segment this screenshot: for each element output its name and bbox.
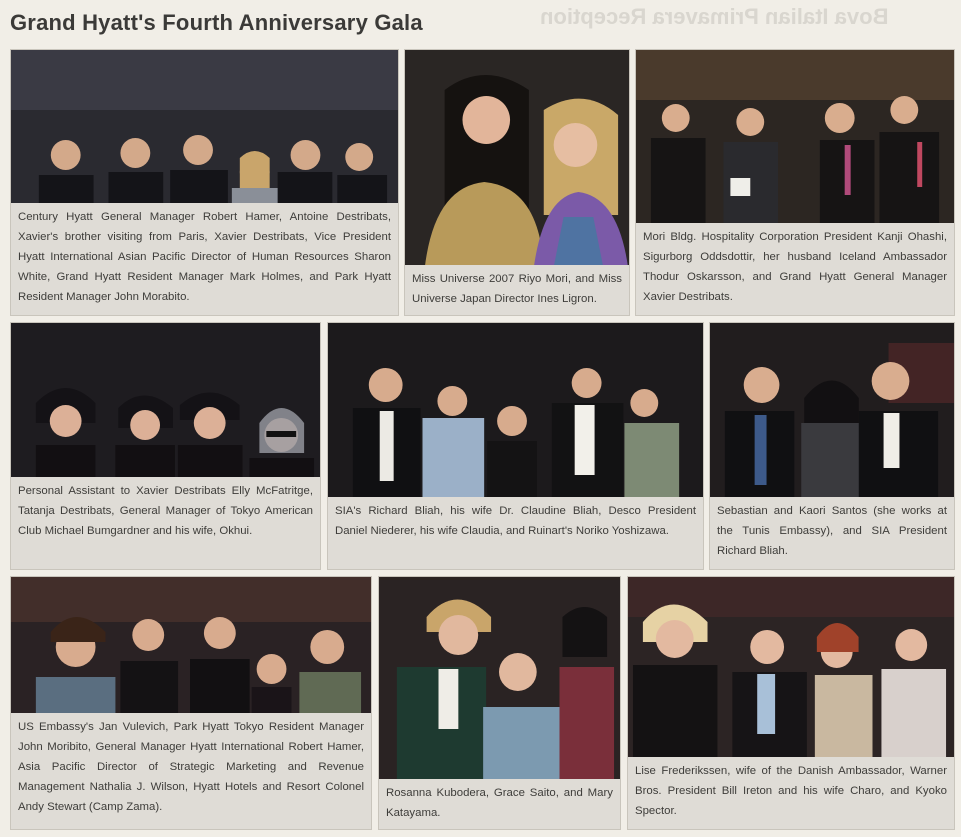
photo-6: [710, 323, 954, 499]
photo-panel-7: [10, 576, 372, 830]
photo-9: [628, 577, 954, 759]
caption-4: Personal Assistant to Xavier Destribats Elly McFatritge, Tatanja Destribats, General Manager of Tokyo American Club Michael Bumgardner and his wife, Okhui.: [11, 477, 320, 569]
photo-panel-4: [10, 322, 321, 570]
caption-6: Sebastian and Kaori Santos (she works at the Tunis Embassy), and SIA President Richard Bliah.: [710, 497, 954, 569]
caption-2: Miss Universe 2007 Riyo Mori, and Miss Universe Japan Director Ines Ligron.: [405, 265, 629, 315]
caption-8: Rosanna Kubodera, Grace Saito, and Mary Katayama.: [379, 779, 620, 829]
page-title: Grand Hyatt's Fourth Anniversary Gala: [10, 10, 423, 35]
caption-1: Century Hyatt General Manager Robert Hamer, Antoine Destribats, Xavier's brother visiting from Paris, Xavier Destribats, Vice President Hyatt International Asian Pacific Director of Human Resources Sharon White, Grand Hyatt Resident Manager Mark Holmes, and Park Hyatt Resident Manager John Morabito.: [11, 203, 398, 315]
photo-panel-5: [327, 322, 704, 570]
photo-7: [11, 577, 371, 715]
photo-5: [328, 323, 703, 499]
photo-panel-1: [10, 49, 399, 316]
caption-9: Lise Frederikssen, wife of the Danish Ambassador, Warner Bros. President Bill Ireton and his wife Charo, and Kyoko Spector.: [628, 757, 954, 829]
photo-panel-3: [635, 49, 955, 316]
photo-panel-6: [709, 322, 955, 570]
caption-3: Mori Bldg. Hospitality Corporation President Kanji Ohashi, Sigurborg Oddsdottir, her husband Iceland Ambassador Thodur Oskarsson, and Grand Hyatt General Manager Xavier Destribats.: [636, 223, 954, 315]
caption-7: US Embassy's Jan Vulevich, Park Hyatt Tokyo Resident Manager John Moribito, General Manager Hyatt International Robert Hamer, Asia Pacific Director of Strategic Marketing and Revenue Management Nathalia J. Wilson, Hyatt Hotels and Resort Colonel Andy Stewart (Camp Zama).: [11, 713, 371, 829]
photo-panel-8: [378, 576, 621, 830]
photo-4: [11, 323, 320, 479]
photo-1: [11, 50, 398, 205]
photo-8: [379, 577, 620, 781]
photo-panel-9: [627, 576, 955, 830]
caption-5: SIA's Richard Bliah, his wife Dr. Claudine Bliah, Desco President Daniel Niederer, his wife Claudia, and Ruinart's Noriko Yoshizawa.: [328, 497, 703, 569]
photo-3: [636, 50, 954, 225]
photo-2: [405, 50, 629, 267]
bleed-through-heading: Bova Italian Primavera Reception: [540, 4, 889, 29]
photo-panel-2: [404, 49, 630, 316]
